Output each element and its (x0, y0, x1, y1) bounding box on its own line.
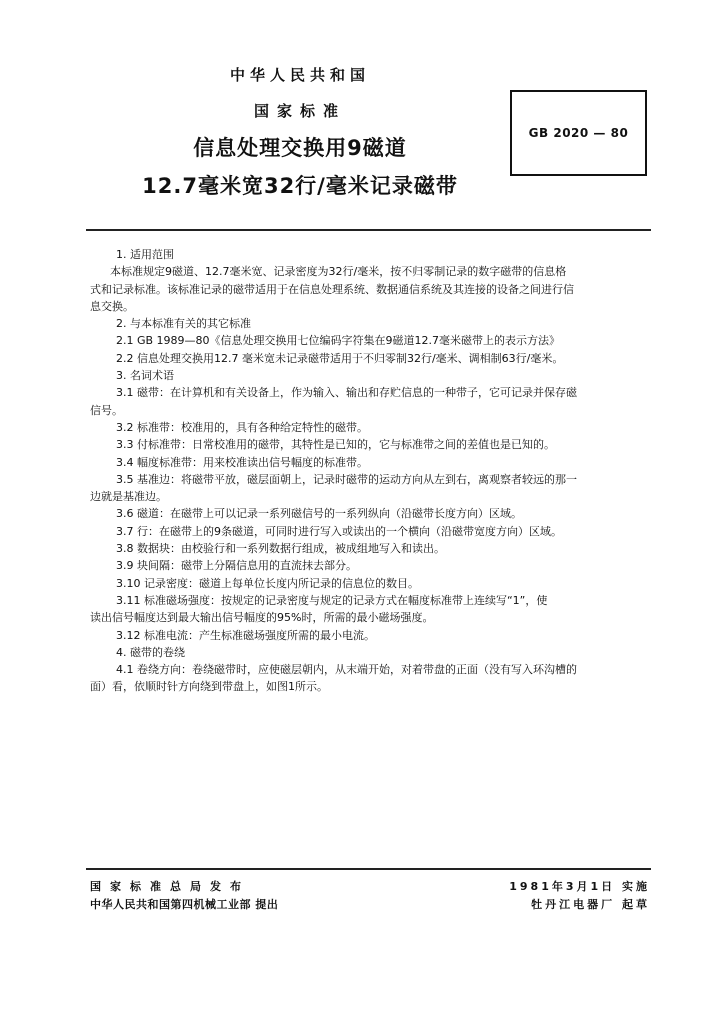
clause-line: 3.8 数据块：由校验行和一系列数据行组成，被成组地写入和读出。 (116, 542, 445, 556)
body-line: 式和记录标准。该标准记录的磁带适用于在信息处理系统、数据通信系统及其连接的设备之间进行信 (90, 282, 574, 296)
implementation-date: 1981年3月1日 实施 (509, 880, 650, 893)
body-line: 边就是基准边。 (90, 490, 167, 504)
clause-line: 3.3 付标准带：日常校准用的磁带，其特性是已知的，它与标准带之间的差值也是已知的。 (116, 438, 555, 452)
section-heading: 3. 名词术语 (116, 369, 174, 383)
clause-line: 3.1 磁带：在计算机和有关设备上，作为输入、输出和存贮信息的一种带子，它可记录并保存磁 (116, 386, 577, 400)
clause-line: 3.11 标准磁场强度：按规定的记录密度与规定的记录方式在幅度标准带上连续写“1”，使 (116, 593, 548, 607)
clause-line: 3.7 行：在磁带上的9条磁道，可同时进行写入或读出的一个横向（沿磁带宽度方向）区域。 (116, 524, 562, 538)
document-body (90, 246, 655, 696)
clause-line: 2.2 信息处理交换用12.7 毫米宽未记录磁带适用于不归零制32行/毫米、调相制63行/毫米。 (116, 351, 564, 365)
clause-line: 3.4 幅度标准带：用来校准读出信号幅度的标准带。 (116, 455, 368, 469)
standard-type: 国家标准 (253, 102, 346, 120)
document-title-line2: 12.7毫米宽32行/毫米记录磁带 (142, 174, 458, 198)
body-line: 读出信号幅度达到最大输出信号幅度的95%时，所需的最小磁场强度。 (90, 611, 434, 625)
clause-line: 3.5 基准边：将磁带平放，磁层面朝上，记录时磁带的运动方向从左到右，离观察者较远的那一 (116, 472, 577, 486)
section-heading: 2. 与本标准有关的其它标准 (116, 317, 251, 331)
clause-line: 3.6 磁道：在磁带上可以记录一系列磁信号的一系列纵向（沿磁带长度方向）区域。 (116, 507, 522, 521)
standard-code: GB 2020 — 80 (528, 126, 629, 140)
proposer: 中华人民共和国第四机械工业部 提出 (90, 898, 279, 911)
clause-line: 3.9 块间隔：磁带上分隔信息用的直流抹去部分。 (116, 559, 357, 573)
clause-line: 4.1 卷绕方向：卷绕磁带时，应使磁层朝内，从末端开始，对着带盘的正面（没有写入环沟槽的 (116, 663, 577, 677)
issuer: 国家标准总局发布 (90, 880, 250, 893)
body-line: 息交换。 (90, 299, 134, 313)
clause-line: 3.2 标准带：校准用的，具有各种给定特性的磁带。 (116, 420, 368, 434)
header-divider (86, 229, 651, 231)
section-heading: 4. 磁带的卷绕 (116, 645, 185, 659)
clause-line: 2.1 GB 1989—80《信息处理交换用七位编码字符集在9磁道12.7毫米磁带上的表示方法》 (116, 334, 561, 348)
clause-line: 3.12 标准电流：产生标准磁场强度所需的最小电流。 (116, 628, 375, 642)
drafter: 牡丹江电器厂 起草 (531, 898, 650, 911)
document-title-line1: 信息处理交换用9磁道 (193, 136, 407, 160)
body-line: 面）看，依顺时针方向绕到带盘上，如图1所示。 (90, 680, 328, 694)
clause-line: 3.10 记录密度：磁道上每单位长度内所记录的信息位的数目。 (116, 576, 419, 590)
footer-divider (86, 868, 651, 870)
section-heading: 1. 适用范围 (116, 248, 174, 261)
country-name: 中华人民共和国 (229, 66, 370, 84)
standard-code-box (510, 90, 647, 176)
body-line: 信号。 (90, 403, 123, 417)
body-line: 本标准规定9磁道、12.7毫米宽、记录密度为32行/毫米，按不归零制记录的数字磁带的信息格 (110, 265, 567, 279)
